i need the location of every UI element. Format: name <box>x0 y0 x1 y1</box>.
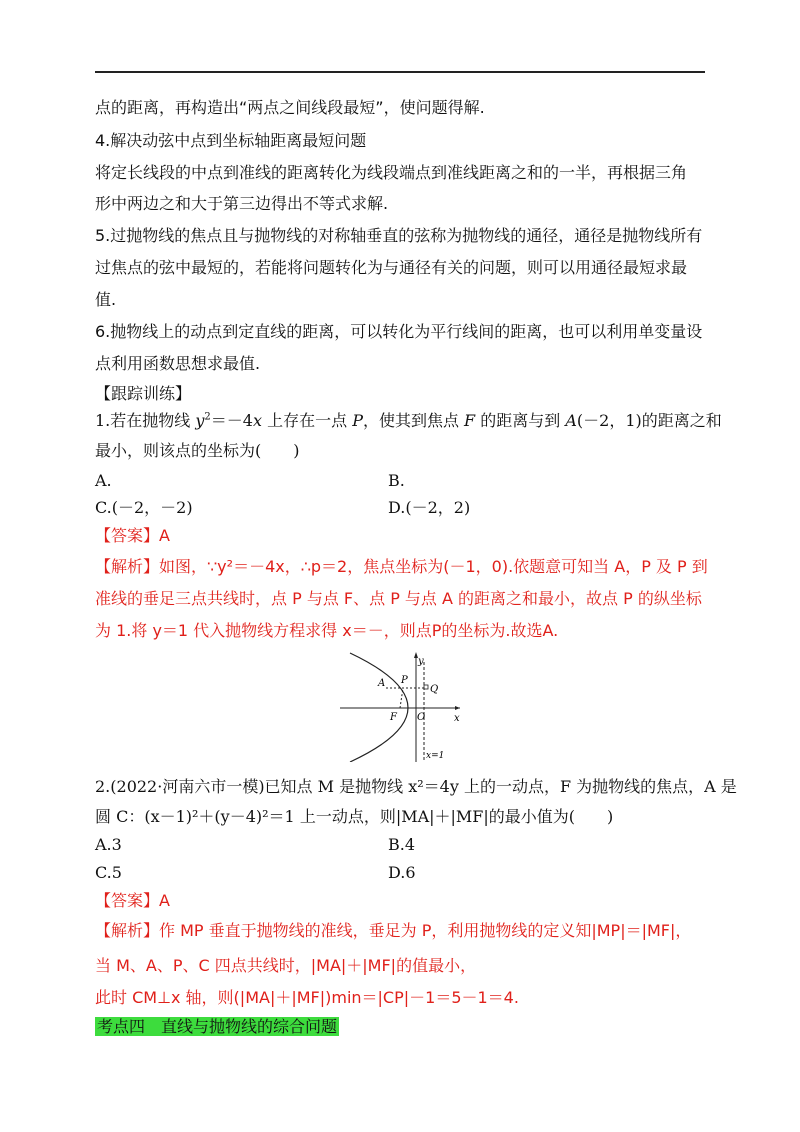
q1-stem-text: 的距离与到 <box>475 411 566 430</box>
item4-body-1: 将定长线段的中点到准线的距离转化为线段端点到准线距离之和的一半，再根据三角 <box>95 163 688 182</box>
pf-segment <box>400 688 403 708</box>
item6-line-2: 点利用函数思想求最值. <box>95 354 261 373</box>
item5-line-2: 过焦点的弦中最短的，若能将问题转化为与通径有关的问题，则可以用通径最短求最 <box>95 258 688 277</box>
topic-heading <box>95 1016 339 1038</box>
q1-option-a: A. <box>95 471 112 490</box>
q2-answer: 【答案】A <box>95 891 170 910</box>
q1-stem-text: 上存在一点 <box>262 411 353 430</box>
intro-line: 点的距离，再构造出“两点之间线段最短”，使问题得解. <box>95 98 485 117</box>
q1-stem-line-1 <box>95 410 722 432</box>
q1-var: y <box>195 411 205 430</box>
item4-title: 4.解决动弦中点到坐标轴距离最短问题 <box>95 131 367 150</box>
q1-option-c: C.(－2，－2) <box>95 498 193 517</box>
q2-stem-line-2: 圆 C：(x－1)²＋(y－4)²＝1 上一动点，则|MA|＋|MF|的最小值为( ) <box>95 807 614 826</box>
q2-option-b: B.4 <box>388 835 416 854</box>
label-directrix: x=1 <box>426 751 445 761</box>
label-o: O <box>417 712 426 723</box>
label-a: A <box>378 678 386 689</box>
item5-line-3: 值. <box>95 290 117 309</box>
q1-option-d: D.(－2，2) <box>388 498 471 517</box>
q2-option-d: D.6 <box>388 863 416 882</box>
label-x: x <box>454 713 460 724</box>
label-f: F <box>390 712 397 723</box>
q1-analysis-3: 为 1.将 y＝1 代入抛物线方程求得 x＝－，则点P的坐标为.故选A. <box>95 621 559 640</box>
q1-stem-line-2: 最小，则该点的坐标为( ) <box>95 441 300 460</box>
q1-analysis-2: 准线的垂足三点共线时，点 P 与点 F、点 P 与点 A 的距离之和最小，故点 P 的纵坐标 <box>95 589 702 608</box>
topic-heading-text: 考点四 直线与抛物线的综合问题 <box>97 1017 338 1036</box>
q1-stem-text: ＝－4 <box>210 411 253 430</box>
q1-exp: 2 <box>204 411 211 423</box>
header-rule <box>95 71 705 73</box>
item4-body-2: 形中两边之和大于第三边得出不等式求解. <box>95 194 389 213</box>
right-angle-mark <box>424 685 428 689</box>
parabola-figure <box>340 650 465 762</box>
q1-var: A <box>565 411 577 430</box>
q2-analysis-3: 此时 CM⊥x 轴，则(|MA|＋|MF|)min＝|CP|－1＝5－1＝4. <box>95 988 519 1007</box>
q2-analysis-2: 当 M、A、P、C 四点共线时，|MA|＋|MF|的值最小， <box>95 956 477 975</box>
q1-var: F <box>464 411 476 430</box>
q2-analysis-1: 【解析】作 MP 垂直于抛物线的准线，垂足为 P，利用抛物线的定义知|MP|＝|MF|， <box>95 921 692 940</box>
q1-stem-text: 1.若在抛物线 <box>95 411 196 430</box>
q2-option-a: A.3 <box>95 835 122 854</box>
label-p: P <box>401 675 408 686</box>
label-y: y <box>418 656 424 667</box>
item5-line-1: 5.过抛物线的焦点且与抛物线的对称轴垂直的弦称为抛物线的通径，通径是抛物线所有 <box>95 226 703 245</box>
q1-option-b: B. <box>388 471 405 490</box>
q1-var: P <box>352 411 363 430</box>
x-axis-arrow <box>455 706 460 710</box>
q1-stem-text: (－2，1)的距离之和 <box>576 411 722 430</box>
item6-line-1: 6.抛物线上的动点到定直线的距离，可以转化为平行线间的距离，也可以利用单变量设 <box>95 322 703 341</box>
label-q: Q <box>430 684 439 695</box>
section-label: 【跟踪训练】 <box>95 384 192 403</box>
q1-stem-text: ，使其到焦点 <box>362 411 465 430</box>
q2-stem-line-1: 2.(2022·河南六市一模)已知点 M 是抛物线 x²＝4y 上的一动点，F 为抛物线的焦点，A 是 <box>95 777 737 796</box>
q1-var: x <box>252 411 262 430</box>
q2-option-c: C.5 <box>95 863 122 882</box>
q1-answer: 【答案】A <box>95 526 170 545</box>
q1-analysis-1: 【解析】如图，∵y²＝－4x，∴p＝2，焦点坐标为(－1，0).依题意可知当 A，P 及 P 到 <box>95 557 708 576</box>
